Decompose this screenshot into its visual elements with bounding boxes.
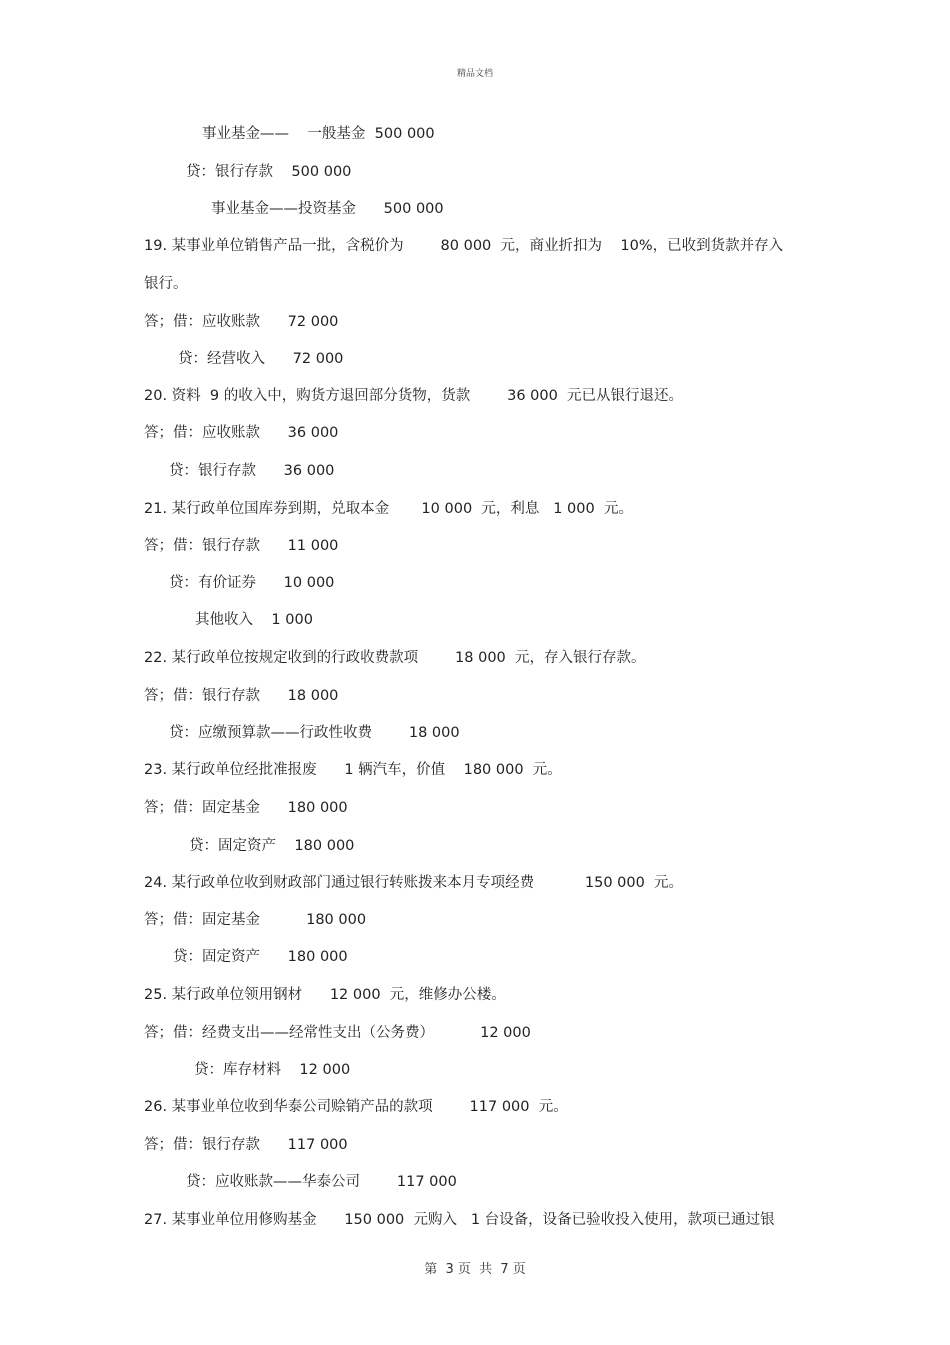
text-line: 24. 某行政单位收到财政部门通过银行转账拨来本月专项经费 150 000 元。 [144, 875, 684, 891]
text-line: 答；借：银行存款 18 000 [144, 688, 339, 704]
text-line: 贷：固定资产 180 000 [173, 949, 348, 965]
text-line: 22. 某行政单位按规定收到的行政收费款项 18 000 元，存入银行存款。 [144, 650, 646, 666]
text-line: 21. 某行政单位国库券到期，兑取本金 10 000 元，利息 1 000 元。 [144, 501, 633, 517]
page-footer: 第 3 页 共 7 页 [424, 1262, 526, 1277]
text-line: 其他收入 1 000 [195, 612, 313, 628]
text-line: 答；借：银行存款 117 000 [144, 1137, 348, 1153]
text-line: 25. 某行政单位领用钢材 12 000 元，维修办公楼。 [144, 987, 506, 1003]
text-line: 23. 某行政单位经批准报废 1 辆汽车，价值 180 000 元。 [144, 762, 562, 778]
text-line: 银行。 [144, 276, 188, 292]
text-line: 答；借：固定基金 180 000 [144, 912, 367, 928]
text-line: 19. 某事业单位销售产品一批，含税价为 80 000 元，商业折扣为 10%，已收到货款并存入 [144, 238, 784, 254]
text-line: 贷：应缴预算款——行政性收费 18 000 [169, 725, 460, 741]
page-header: 精品文档 [456, 69, 493, 79]
text-line: 答；借：经费支出——经常性支出（公务费） 12 000 [144, 1025, 531, 1041]
text-line: 答；借：应收账款 72 000 [144, 314, 339, 330]
text-line: 答；借：银行存款 11 000 [144, 538, 339, 554]
text-line: 贷：银行存款 36 000 [169, 463, 335, 479]
text-line: 事业基金—— 一般基金 500 000 [202, 126, 435, 142]
text-line: 贷：库存材料 12 000 [194, 1062, 351, 1078]
text-line: 答；借：应收账款 36 000 [144, 425, 339, 441]
text-line: 事业基金——投资基金 500 000 [211, 201, 444, 217]
text-line: 27. 某事业单位用修购基金 150 000 元购入 1 台设备，设备已验收投入使用，款项已通过银 [144, 1212, 775, 1228]
text-line: 20. 资料 9 的收入中，购货方退回部分货物，货款 36 000 元已从银行退还。 [144, 388, 684, 404]
text-line: 贷：应收账款——华泰公司 117 000 [186, 1174, 457, 1190]
text-line: 贷：有价证券 10 000 [169, 575, 335, 591]
text-line: 26. 某事业单位收到华泰公司赊销产品的款项 117 000 元。 [144, 1099, 568, 1115]
text-line: 答；借：固定基金 180 000 [144, 800, 348, 816]
text-line: 贷：固定资产 180 000 [189, 838, 355, 854]
text-line: 贷：经营收入 72 000 [178, 351, 344, 367]
text-line: 贷：银行存款 500 000 [186, 164, 352, 180]
